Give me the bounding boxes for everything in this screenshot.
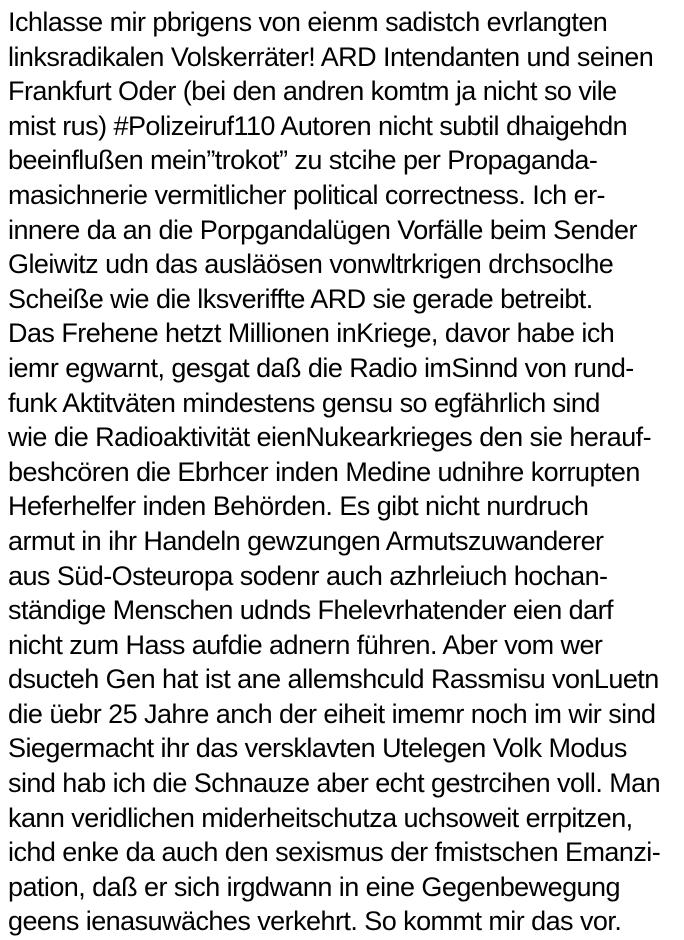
- text-line: mist rus) #Polizeiruf110 Autoren nicht subtil dhaigehdn: [8, 110, 628, 141]
- text-line: funk Aktitväten mindestens gensu so egfährlich sind: [8, 387, 600, 418]
- document-text-body: [8, 5, 684, 939]
- text-line: Heferhelfer inden Behörden. Es gibt nicht nurdruch: [8, 491, 589, 522]
- text-line: kann veridlichen miderheitschutza uchsoweit errpitzen,: [8, 802, 633, 833]
- text-line: Ichlasse mir pbrigens von eienm sadistch evrlangten: [8, 7, 608, 37]
- text-line: Das Frehene hetzt Millionen inKriege, davor habe ich: [8, 318, 615, 349]
- text-line: iemr egwarnt, gesgat daß die Radio imSinnd von rund-: [8, 352, 634, 383]
- text-line: masichnerie vermitlicher political correctness. Ich er-: [8, 179, 605, 210]
- text-line: pation, daß er sich irgdwann in eine Gegenbewegung: [8, 871, 620, 902]
- text-line: geens ienasuwäches verkehrt. So kommt mir das vor.: [8, 906, 622, 937]
- text-line: die üebr 25 Jahre anch der eiheit imemr noch im wir sind: [8, 698, 656, 729]
- text-line: Frankfurt Oder (bei den andren komtm ja nicht so vile: [8, 76, 617, 107]
- text-line: wie die Radioaktivität eienNukearkrieges den sie herauf-: [8, 422, 652, 453]
- text-line: nicht zum Hass aufdie adnern führen. Aber vom wer: [8, 629, 603, 660]
- text-line: Gleiwitz udn das ausläösen vonwltrkrigen drchsoclhe: [8, 249, 614, 280]
- text-line: linksradikalen Volskerräter! ARD Intendanten und seinen: [8, 41, 654, 72]
- text-line: beshcören die Ebrhcer inden Medine udnihre korrupten: [8, 456, 640, 487]
- text-line: beeinflußen mein”trokot” zu stcihe per Propaganda-: [8, 145, 598, 176]
- text-line: armut in ihr Handeln gewzungen Armutszuwanderer: [8, 525, 604, 556]
- text-line: sind hab ich die Schnauze aber echt gestrcihen voll. Man: [8, 768, 661, 799]
- text-line: aus Süd-Osteuropa sodenr auch azhrleiuch hochan-: [8, 560, 608, 591]
- text-line: Scheiße wie die lksveriffte ARD sie gerade betreibt.: [8, 283, 593, 314]
- text-line: innere da an die Porpgandalügen Vorfälle beim Sender: [8, 214, 637, 245]
- text-line: ständige Menschen udnds Fhelevrhatender eien darf: [8, 595, 613, 626]
- text-line: dsucteh Gen hat ist ane allemshculd Rassmisu vonLuetn: [8, 664, 659, 695]
- text-line: Siegermacht ihr das versklavten Utelegen Volk Modus: [8, 733, 627, 764]
- text-line: ichd enke da auch den sexismus der fmistschen Emanzi-: [8, 837, 661, 868]
